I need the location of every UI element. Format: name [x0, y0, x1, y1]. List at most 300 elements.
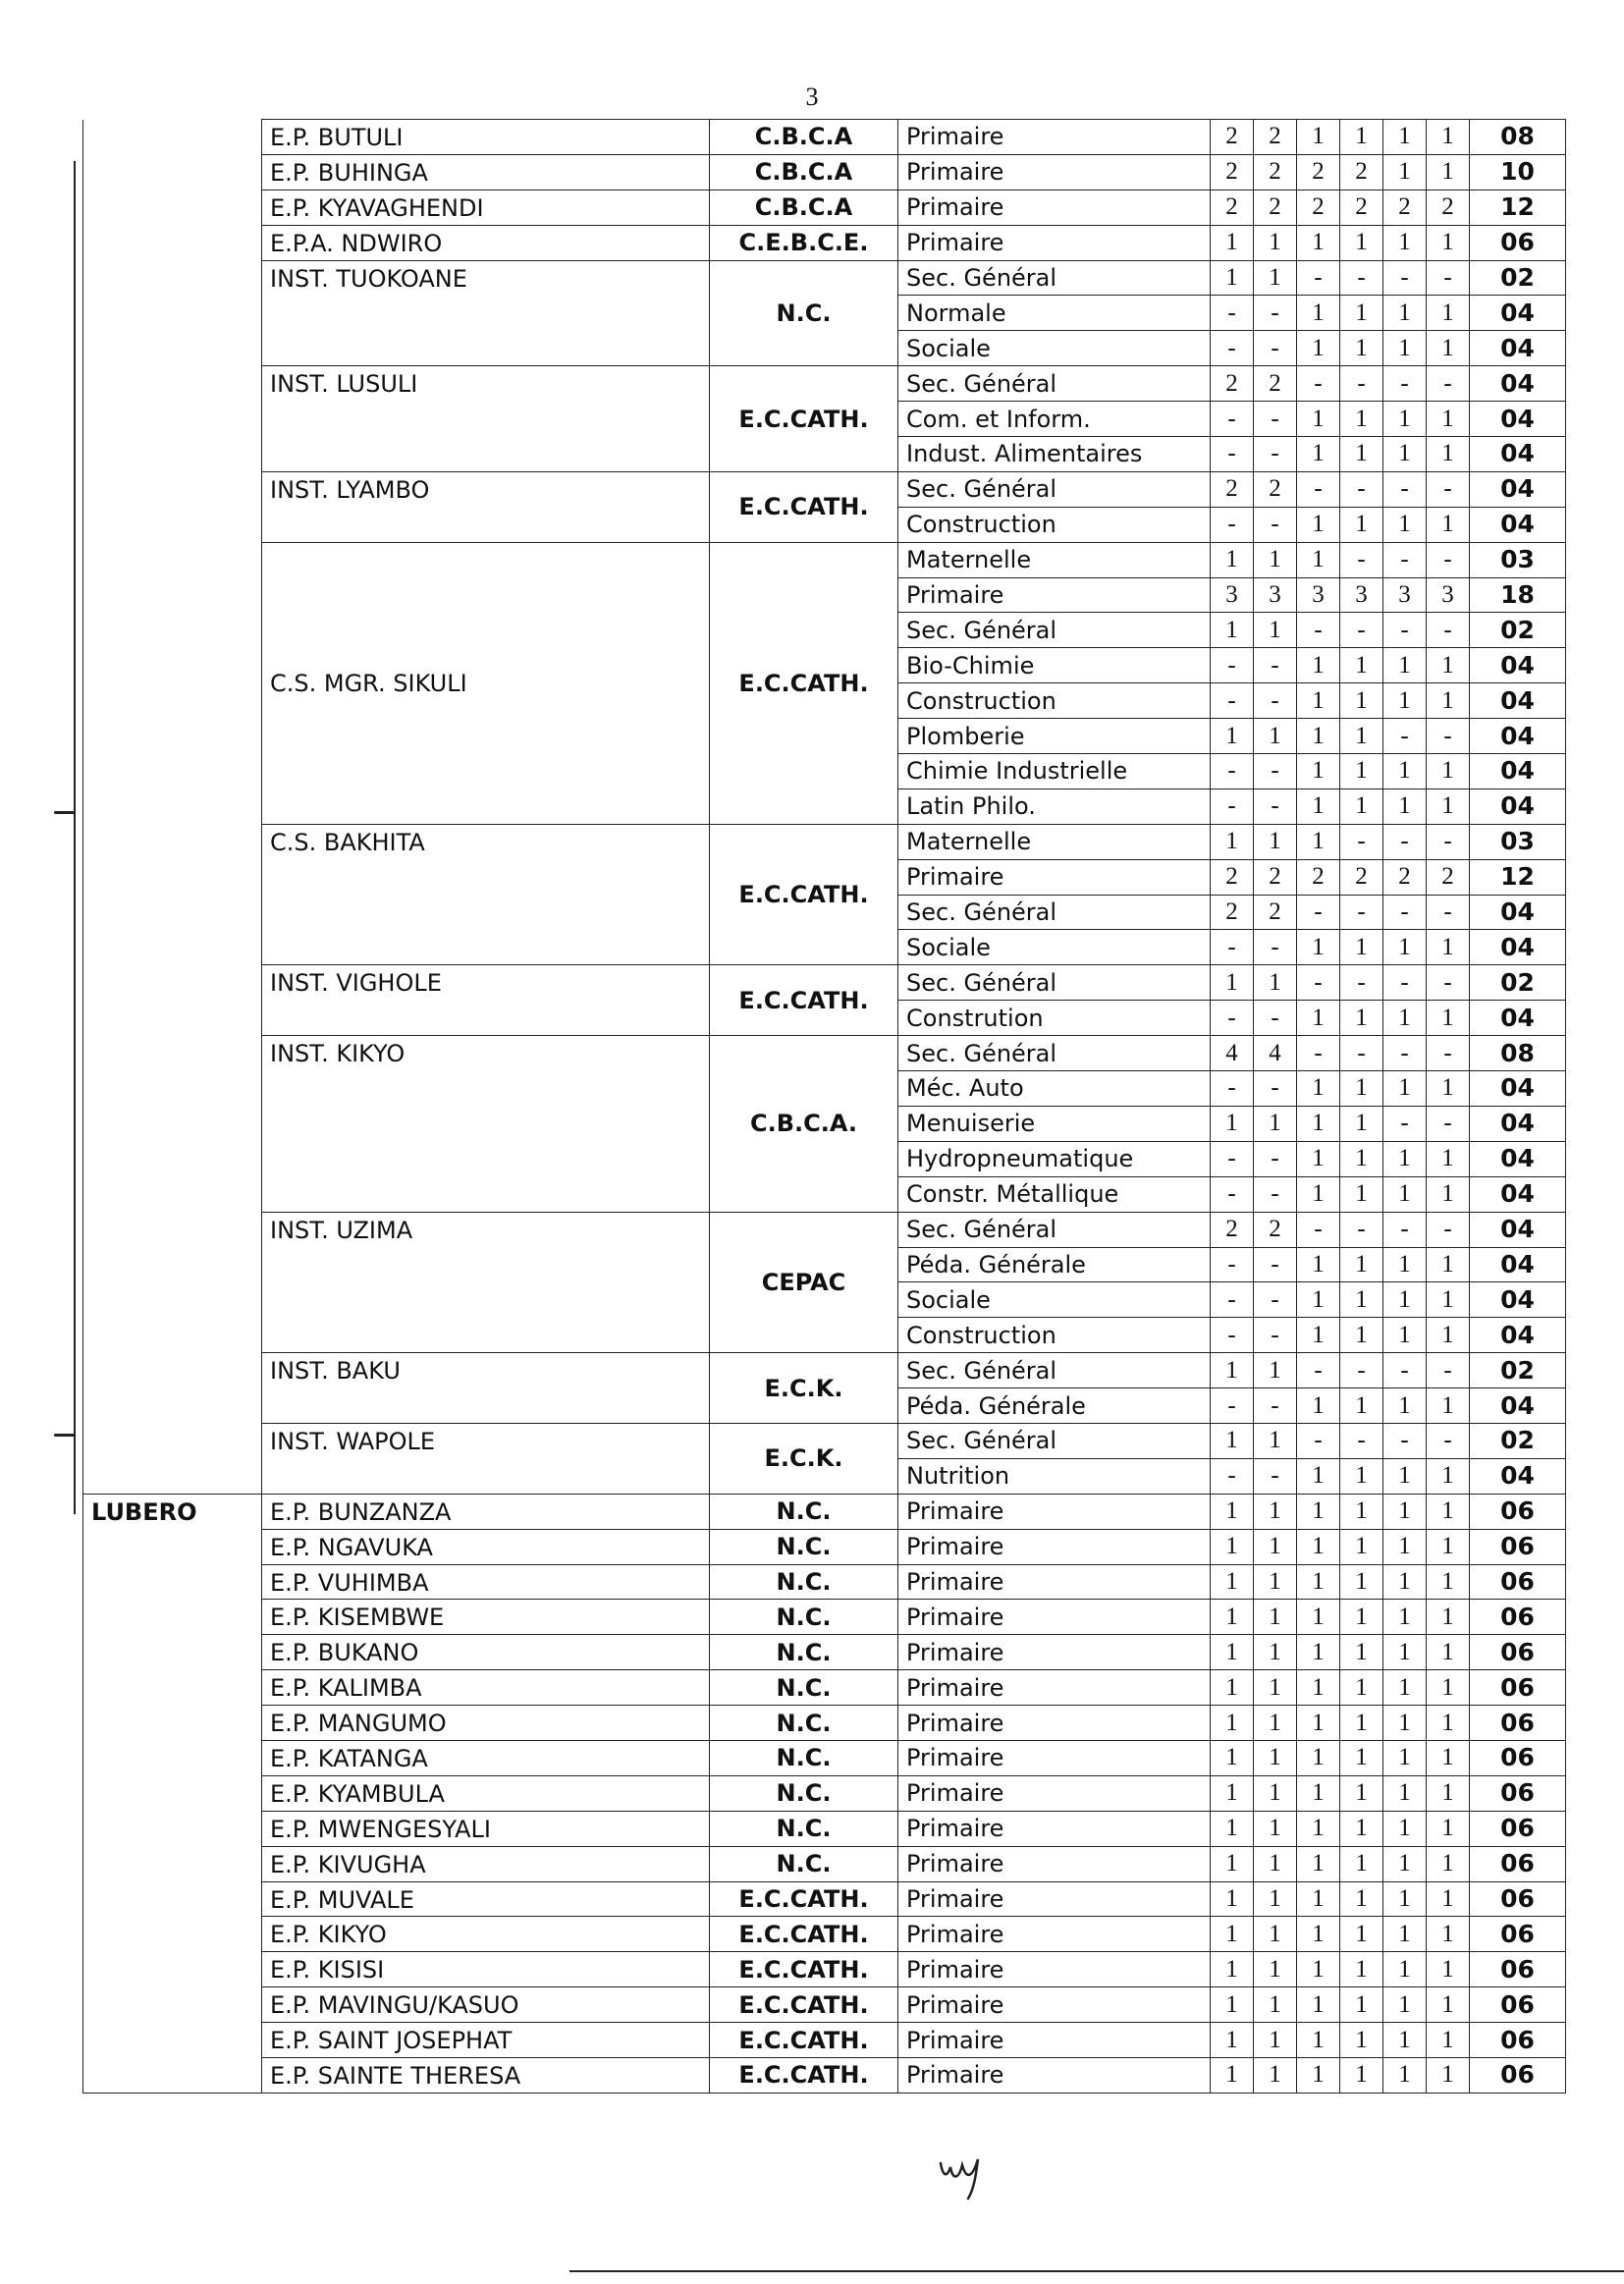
class-count-cell: 1	[1427, 1176, 1470, 1212]
class-count-cell: -	[1254, 648, 1297, 683]
class-count-cell: 1	[1427, 1952, 1470, 1987]
class-count-cell: 1	[1297, 1600, 1340, 1635]
class-count-cell: -	[1383, 471, 1427, 507]
section-cell: Sociale	[898, 1282, 1211, 1318]
section-cell: Primaire	[898, 1740, 1211, 1775]
class-count-cell: 1	[1427, 1318, 1470, 1353]
total-cell: 06	[1470, 1846, 1566, 1881]
class-count-cell: 1	[1340, 1987, 1383, 2023]
class-count-cell: 1	[1427, 1247, 1470, 1282]
district-cell	[83, 1811, 262, 1846]
class-count-cell: 1	[1427, 1141, 1470, 1176]
affiliation-cell: C.B.C.A	[710, 190, 898, 225]
total-cell: 02	[1470, 613, 1566, 648]
class-count-cell: 1	[1383, 1141, 1427, 1176]
district-cell	[83, 1106, 262, 1141]
class-count-cell: 3	[1427, 577, 1470, 613]
class-count-cell: -	[1211, 1458, 1254, 1494]
class-count-cell: 1	[1383, 1282, 1427, 1318]
affiliation-cell: C.B.C.A	[710, 154, 898, 190]
class-count-cell: 1	[1211, 1635, 1254, 1670]
table-row	[83, 366, 1566, 402]
class-count-cell: 1	[1340, 1141, 1383, 1176]
class-count-cell: 1	[1427, 683, 1470, 719]
district-cell	[83, 1212, 262, 1247]
class-count-cell: 1	[1383, 507, 1427, 542]
class-count-cell: 1	[1340, 1388, 1383, 1424]
class-count-cell: 2	[1211, 120, 1254, 155]
district-cell	[83, 719, 262, 754]
class-count-cell: 1	[1254, 1881, 1297, 1917]
district-cell: LUBERO	[83, 1494, 262, 1529]
total-cell: 18	[1470, 577, 1566, 613]
class-count-cell: 1	[1297, 542, 1340, 577]
class-count-cell: -	[1340, 824, 1383, 859]
class-count-cell: -	[1383, 1212, 1427, 1247]
district-cell	[83, 1846, 262, 1881]
class-count-cell: 1	[1383, 754, 1427, 789]
class-count-cell: -	[1427, 260, 1470, 296]
table-row	[83, 1423, 1566, 1458]
class-count-cell: 1	[1340, 1458, 1383, 1494]
class-count-cell: -	[1383, 613, 1427, 648]
district-cell	[83, 1071, 262, 1107]
class-count-cell: 1	[1340, 296, 1383, 331]
class-count-cell: 1	[1427, 1458, 1470, 1494]
bottom-rule	[569, 2270, 1624, 2272]
class-count-cell: -	[1427, 613, 1470, 648]
class-count-cell: 1	[1297, 1141, 1340, 1176]
class-count-cell: 1	[1254, 1811, 1297, 1846]
district-cell	[83, 471, 262, 507]
total-cell: 06	[1470, 1635, 1566, 1670]
section-cell: Sociale	[898, 930, 1211, 965]
class-count-cell: -	[1340, 260, 1383, 296]
class-count-cell: 1	[1427, 2057, 1470, 2093]
school-name-cell: E.P. KIVUGHA	[262, 1846, 710, 1881]
class-count-cell: -	[1297, 965, 1340, 1001]
class-count-cell: -	[1297, 471, 1340, 507]
class-count-cell: 1	[1297, 507, 1340, 542]
class-count-cell: 1	[1427, 1811, 1470, 1846]
class-count-cell: -	[1211, 1071, 1254, 1107]
section-cell: Méc. Auto	[898, 1071, 1211, 1107]
school-name-cell: INST. UZIMA	[262, 1212, 710, 1353]
class-count-cell: 1	[1340, 1952, 1383, 1987]
district-cell	[83, 1740, 262, 1775]
class-count-cell: 1	[1254, 1952, 1297, 1987]
class-count-cell: -	[1427, 542, 1470, 577]
table-row	[83, 1529, 1566, 1564]
class-count-cell: 1	[1297, 1247, 1340, 1282]
class-count-cell: 3	[1254, 577, 1297, 613]
class-count-cell: -	[1211, 1318, 1254, 1353]
class-count-cell: 1	[1340, 1811, 1383, 1846]
class-count-cell: 1	[1383, 1811, 1427, 1846]
class-count-cell: -	[1427, 719, 1470, 754]
class-count-cell: 1	[1254, 1670, 1297, 1706]
table-row	[83, 1846, 1566, 1881]
page-number: 3	[805, 82, 819, 111]
table-row	[83, 260, 1566, 296]
table-row	[83, 1036, 1566, 1071]
table-row	[83, 1212, 1566, 1247]
class-count-cell: 1	[1427, 1670, 1470, 1706]
class-count-cell: 1	[1427, 225, 1470, 260]
class-count-cell: 1	[1340, 1247, 1383, 1282]
section-cell: Primaire	[898, 859, 1211, 895]
total-cell: 04	[1470, 507, 1566, 542]
district-cell	[83, 1036, 262, 1071]
class-count-cell: 1	[1427, 1775, 1470, 1811]
class-count-cell: 1	[1383, 1775, 1427, 1811]
class-count-cell: 2	[1383, 190, 1427, 225]
class-count-cell: 1	[1427, 1071, 1470, 1107]
section-cell: Bio-Chimie	[898, 648, 1211, 683]
affiliation-cell: N.C.	[710, 1494, 898, 1529]
class-count-cell: -	[1254, 683, 1297, 719]
class-count-cell: -	[1211, 402, 1254, 437]
class-count-cell: -	[1211, 437, 1254, 472]
class-count-cell: 1	[1297, 1176, 1340, 1212]
district-cell	[83, 1635, 262, 1670]
district-cell	[83, 895, 262, 930]
section-cell: Menuiserie	[898, 1106, 1211, 1141]
class-count-cell: 1	[1297, 1001, 1340, 1036]
total-cell: 04	[1470, 296, 1566, 331]
class-count-cell: -	[1297, 613, 1340, 648]
school-name-cell: E.P. SAINT JOSEPHAT	[262, 2023, 710, 2058]
class-count-cell: 2	[1254, 120, 1297, 155]
school-name-cell: E.P. BUTULI	[262, 120, 710, 155]
class-count-cell: 1	[1211, 1987, 1254, 2023]
section-cell: Nutrition	[898, 1458, 1211, 1494]
class-count-cell: -	[1254, 1247, 1297, 1282]
class-count-cell: 1	[1427, 296, 1470, 331]
total-cell: 06	[1470, 225, 1566, 260]
class-count-cell: 2	[1254, 1212, 1297, 1247]
district-cell	[83, 1917, 262, 1952]
class-count-cell: 1	[1211, 225, 1254, 260]
total-cell: 04	[1470, 1282, 1566, 1318]
class-count-cell: -	[1254, 930, 1297, 965]
class-count-cell: -	[1427, 1353, 1470, 1388]
district-cell	[83, 1564, 262, 1600]
class-count-cell: 2	[1211, 190, 1254, 225]
class-count-cell: 1	[1383, 930, 1427, 965]
class-count-cell: 1	[1297, 1775, 1340, 1811]
class-count-cell: 1	[1383, 1706, 1427, 1741]
section-cell: Construction	[898, 1318, 1211, 1353]
affiliation-cell: E.C.CATH.	[710, 471, 898, 542]
affiliation-cell: E.C.CATH.	[710, 366, 898, 472]
total-cell: 06	[1470, 1670, 1566, 1706]
class-count-cell: -	[1211, 1001, 1254, 1036]
affiliation-cell: E.C.CATH.	[710, 1917, 898, 1952]
class-count-cell: -	[1211, 1282, 1254, 1318]
table-row	[83, 1706, 1566, 1741]
class-count-cell: 1	[1340, 1706, 1383, 1741]
school-name-cell: E.P. KISISI	[262, 1952, 710, 1987]
class-count-cell: 1	[1383, 1564, 1427, 1600]
class-count-cell: 1	[1211, 1423, 1254, 1458]
district-cell	[83, 965, 262, 1001]
school-name-cell: E.P. KYAMBULA	[262, 1775, 710, 1811]
section-cell: Primaire	[898, 1811, 1211, 1846]
class-count-cell: -	[1211, 331, 1254, 366]
class-count-cell: 1	[1297, 437, 1340, 472]
class-count-cell: 1	[1211, 1529, 1254, 1564]
total-cell: 06	[1470, 2023, 1566, 2058]
school-name-cell: E.P. VUHIMBA	[262, 1564, 710, 1600]
class-count-cell: 1	[1427, 1001, 1470, 1036]
district-cell	[83, 1600, 262, 1635]
affiliation-cell: E.C.CATH.	[710, 1987, 898, 2023]
school-name-cell: E.P. BUKANO	[262, 1635, 710, 1670]
total-cell: 06	[1470, 1987, 1566, 2023]
district-cell	[83, 789, 262, 824]
class-count-cell: 1	[1211, 1494, 1254, 1529]
section-cell: Primaire	[898, 1917, 1211, 1952]
section-cell: Primaire	[898, 120, 1211, 155]
table-row	[83, 1670, 1566, 1706]
bracket-line	[74, 161, 76, 1514]
district-cell	[83, 1706, 262, 1741]
total-cell: 04	[1470, 754, 1566, 789]
class-count-cell: 1	[1211, 1600, 1254, 1635]
section-cell: Primaire	[898, 577, 1211, 613]
class-count-cell: 1	[1340, 719, 1383, 754]
class-count-cell: -	[1427, 1036, 1470, 1071]
district-cell	[83, 613, 262, 648]
class-count-cell: 1	[1254, 719, 1297, 754]
affiliation-cell: N.C.	[710, 260, 898, 366]
class-count-cell: 1	[1254, 1600, 1297, 1635]
total-cell: 06	[1470, 1740, 1566, 1775]
total-cell: 04	[1470, 683, 1566, 719]
class-count-cell: 1	[1254, 225, 1297, 260]
class-count-cell: 1	[1383, 2057, 1427, 2093]
school-name-cell: E.P. KYAVAGHENDI	[262, 190, 710, 225]
class-count-cell: 1	[1297, 1318, 1340, 1353]
class-count-cell: 1	[1340, 402, 1383, 437]
table-row	[83, 1811, 1566, 1846]
section-cell: Maternelle	[898, 824, 1211, 859]
affiliation-cell: C.E.B.C.E.	[710, 225, 898, 260]
class-count-cell: 1	[1427, 1635, 1470, 1670]
class-count-cell: 2	[1211, 366, 1254, 402]
total-cell: 08	[1470, 1036, 1566, 1071]
table-body	[83, 120, 1566, 2094]
class-count-cell: 1	[1340, 120, 1383, 155]
section-cell: Maternelle	[898, 542, 1211, 577]
class-count-cell: -	[1211, 1141, 1254, 1176]
class-count-cell: -	[1254, 296, 1297, 331]
class-count-cell: 2	[1211, 895, 1254, 930]
district-cell	[83, 1670, 262, 1706]
school-name-cell: E.P. MANGUMO	[262, 1706, 710, 1741]
section-cell: Primaire	[898, 1846, 1211, 1881]
class-count-cell: 1	[1427, 1987, 1470, 2023]
class-count-cell: 1	[1383, 1247, 1427, 1282]
total-cell: 04	[1470, 471, 1566, 507]
class-count-cell: 1	[1340, 1564, 1383, 1600]
class-count-cell: 1	[1297, 754, 1340, 789]
class-count-cell: 1	[1297, 1071, 1340, 1107]
class-count-cell: -	[1427, 1212, 1470, 1247]
school-name-cell: E.P. BUNZANZA	[262, 1494, 710, 1529]
class-count-cell: 1	[1340, 1176, 1383, 1212]
class-count-cell: 1	[1254, 1106, 1297, 1141]
section-cell: Latin Philo.	[898, 789, 1211, 824]
class-count-cell: 1	[1254, 1564, 1297, 1600]
total-cell: 04	[1470, 1458, 1566, 1494]
table-row	[83, 471, 1566, 507]
class-count-cell: 1	[1340, 1529, 1383, 1564]
class-count-cell: 2	[1254, 471, 1297, 507]
table-row	[83, 1600, 1566, 1635]
class-count-cell: 1	[1297, 1564, 1340, 1600]
class-count-cell: 1	[1297, 1670, 1340, 1706]
district-cell	[83, 1247, 262, 1282]
class-count-cell: 2	[1340, 154, 1383, 190]
district-cell	[83, 225, 262, 260]
class-count-cell: 1	[1297, 930, 1340, 965]
section-cell: Sec. Général	[898, 613, 1211, 648]
class-count-cell: 1	[1297, 1529, 1340, 1564]
school-name-cell: E.P. NGAVUKA	[262, 1529, 710, 1564]
class-count-cell: -	[1427, 471, 1470, 507]
class-count-cell: 4	[1211, 1036, 1254, 1071]
class-count-cell: 1	[1340, 683, 1383, 719]
class-count-cell: 1	[1297, 225, 1340, 260]
class-count-cell: 1	[1254, 2057, 1297, 2093]
affiliation-cell: E.C.CATH.	[710, 2057, 898, 2093]
table-row	[83, 542, 1566, 577]
affiliation-cell: N.C.	[710, 1775, 898, 1811]
section-cell: Sec. Général	[898, 965, 1211, 1001]
section-cell: Primaire	[898, 1670, 1211, 1706]
class-count-cell: 1	[1297, 683, 1340, 719]
class-count-cell: 1	[1383, 402, 1427, 437]
class-count-cell: 1	[1211, 719, 1254, 754]
class-count-cell: 1	[1254, 965, 1297, 1001]
class-count-cell: 4	[1254, 1036, 1297, 1071]
affiliation-cell: E.C.CATH.	[710, 965, 898, 1036]
table-row	[83, 1917, 1566, 1952]
district-cell	[83, 190, 262, 225]
district-cell	[83, 366, 262, 402]
class-count-cell: -	[1211, 648, 1254, 683]
affiliation-cell: E.C.CATH.	[710, 542, 898, 824]
class-count-cell: 1	[1427, 1917, 1470, 1952]
section-cell: Chimie Industrielle	[898, 754, 1211, 789]
class-count-cell: 1	[1383, 1494, 1427, 1529]
class-count-cell: 1	[1340, 2057, 1383, 2093]
class-count-cell: -	[1383, 1036, 1427, 1071]
class-count-cell: 1	[1211, 1952, 1254, 1987]
class-count-cell: 1	[1254, 1775, 1297, 1811]
class-count-cell: 1	[1383, 437, 1427, 472]
class-count-cell: 1	[1297, 1846, 1340, 1881]
section-cell: Sec. Général	[898, 1212, 1211, 1247]
class-count-cell: -	[1254, 754, 1297, 789]
class-count-cell: 1	[1383, 789, 1427, 824]
total-cell: 04	[1470, 1388, 1566, 1424]
table-row	[83, 2057, 1566, 2093]
class-count-cell: 1	[1340, 1670, 1383, 1706]
district-cell	[83, 824, 262, 859]
class-count-cell: 1	[1254, 1917, 1297, 1952]
class-count-cell: -	[1427, 366, 1470, 402]
class-count-cell: 1	[1427, 507, 1470, 542]
total-cell: 04	[1470, 437, 1566, 472]
total-cell: 12	[1470, 190, 1566, 225]
school-name-cell: INST. TUOKOANE	[262, 260, 710, 366]
section-cell: Sec. Général	[898, 895, 1211, 930]
class-count-cell: -	[1254, 507, 1297, 542]
class-count-cell: 1	[1254, 824, 1297, 859]
class-count-cell: -	[1297, 1036, 1340, 1071]
class-count-cell: 1	[1427, 789, 1470, 824]
affiliation-cell: E.C.CATH.	[710, 824, 898, 965]
class-count-cell: 1	[1211, 1917, 1254, 1952]
class-count-cell: 1	[1383, 154, 1427, 190]
section-cell: Sec. Général	[898, 1353, 1211, 1388]
district-cell	[83, 1987, 262, 2023]
section-cell: Sec. Général	[898, 260, 1211, 296]
district-cell	[83, 437, 262, 472]
class-count-cell: 3	[1340, 577, 1383, 613]
district-cell	[83, 1176, 262, 1212]
class-count-cell: 2	[1254, 190, 1297, 225]
class-count-cell: 1	[1427, 331, 1470, 366]
class-count-cell: 1	[1297, 1987, 1340, 2023]
total-cell: 06	[1470, 1529, 1566, 1564]
class-count-cell: 1	[1340, 754, 1383, 789]
affiliation-cell: E.C.CATH.	[710, 1881, 898, 1917]
class-count-cell: -	[1340, 895, 1383, 930]
total-cell: 02	[1470, 965, 1566, 1001]
signature-mark	[933, 2146, 992, 2204]
class-count-cell: 1	[1211, 965, 1254, 1001]
class-count-cell: -	[1383, 542, 1427, 577]
district-cell	[83, 260, 262, 296]
school-name-cell: C.S. MGR. SIKULI	[262, 542, 710, 824]
total-cell: 12	[1470, 859, 1566, 895]
school-name-cell: E.P. KIKYO	[262, 1917, 710, 1952]
class-count-cell: -	[1427, 1423, 1470, 1458]
class-count-cell: 1	[1211, 1670, 1254, 1706]
class-count-cell: 1	[1383, 1071, 1427, 1107]
class-count-cell: -	[1383, 719, 1427, 754]
class-count-cell: -	[1340, 1423, 1383, 1458]
class-count-cell: 1	[1427, 1740, 1470, 1775]
district-cell	[83, 1353, 262, 1388]
class-count-cell: 2	[1427, 859, 1470, 895]
class-count-cell: 1	[1211, 1706, 1254, 1741]
class-count-cell: -	[1340, 613, 1383, 648]
section-cell: Primaire	[898, 1494, 1211, 1529]
affiliation-cell: N.C.	[710, 1740, 898, 1775]
class-count-cell: -	[1297, 366, 1340, 402]
class-count-cell: 1	[1254, 1423, 1297, 1458]
class-count-cell: 2	[1340, 190, 1383, 225]
class-count-cell: 1	[1340, 1494, 1383, 1529]
affiliation-cell: N.C.	[710, 1706, 898, 1741]
affiliation-cell: E.C.CATH.	[710, 1952, 898, 1987]
total-cell: 04	[1470, 648, 1566, 683]
